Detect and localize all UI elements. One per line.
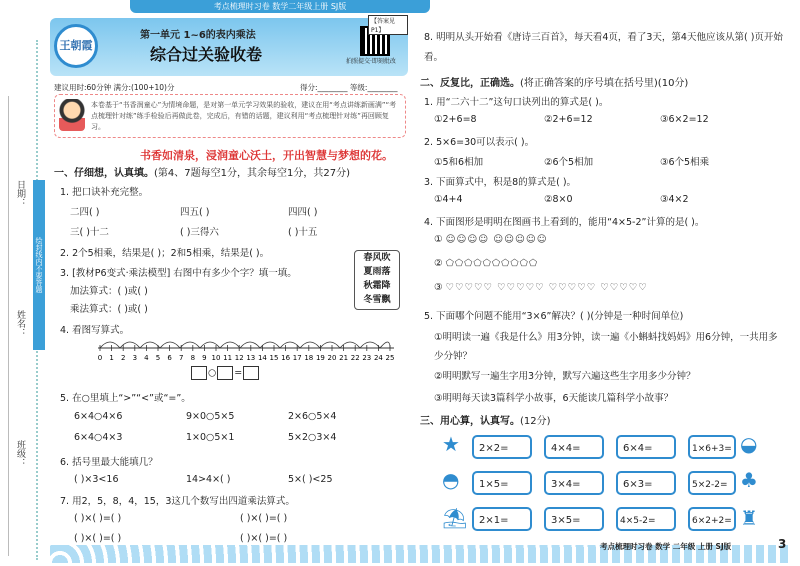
q5-item[interactable]: 9×0○5×5	[186, 411, 235, 422]
pentagon-icons: ⬠⬠⬠⬠⬠⬠⬠⬠⬠⬠	[445, 258, 539, 269]
q7-blank[interactable]: ( )×( )=( )	[74, 513, 122, 524]
name-label: 姓名：	[15, 310, 25, 337]
binding-warning: 绘封线内不要答题	[33, 180, 45, 350]
intro-note-text: 本卷基于“书香润童心”为情境命题，是对第一单元学习效果的验收，建议在用“考点讲练新画满”“考点梳理针对练”练手检验后再做此卷，完成后，有错的话题，建议利用“考点梳理针对练”再回顾复习。	[91, 101, 397, 131]
choice-question-4[interactable]: 4. 下面图形是明明在图画书上看到的，能用“4×5-2”计算的是( )。	[424, 217, 705, 228]
header-banner	[50, 18, 408, 76]
q5-item[interactable]: 1×0○5×1	[186, 432, 235, 443]
choice-question-5[interactable]: 5. 下面哪个问题不能用“3×6”解决？( )(分钟是一种时间单位)	[424, 311, 684, 322]
tick-label: 24	[373, 354, 383, 362]
option-number: ③	[434, 282, 443, 293]
calc-card[interactable]: 2×1=	[472, 507, 532, 531]
question-7: 7. 用2，5，8，4，15，3这几个数写出四道乘法算式。	[60, 496, 295, 507]
q6-item[interactable]: 5×( )<25	[288, 474, 333, 485]
section-2-heading: 二、反复比，正确选。	[420, 78, 520, 89]
calc-card[interactable]: 3×5=	[544, 507, 604, 531]
answer-reference: 【答案见P1】	[368, 15, 408, 35]
calc-card[interactable]: 1×5=	[472, 471, 532, 495]
tick-label: 6	[167, 354, 172, 362]
tick-label: 18	[304, 354, 314, 362]
question-6: 6. 括号里最大能填几？	[60, 457, 158, 468]
q1-blank-f[interactable]: ( )十五	[288, 227, 318, 238]
question-5: 5. 在○里填上“>”“<”或“=”。	[60, 393, 191, 404]
top-banner: 考点梳理时习卷 数学二年级上册 SJ版	[130, 0, 430, 13]
question-3: 3. [教材P6变式·乘法模型] 右图中有多少个字？填一填。	[60, 268, 297, 279]
tick-label: 10	[211, 354, 221, 362]
q5-item[interactable]: 5×2○3×4	[288, 432, 337, 443]
tick-label: 1	[109, 354, 114, 362]
poem-line: 夏雨落	[363, 267, 391, 277]
tick-label: 7	[178, 354, 184, 362]
q7-blank[interactable]: ( )×( )=( )	[74, 533, 122, 544]
section-1-title	[54, 164, 350, 179]
section-3-heading: 三、用心算，认真写。	[420, 416, 520, 427]
tick-label: 23	[362, 354, 372, 362]
calc-card[interactable]: 4×5-2=	[616, 507, 676, 531]
score-fields: 得分:________ 等级:________	[300, 83, 398, 92]
option[interactable]: ③6个5相乘	[660, 157, 710, 168]
answer-box[interactable]	[217, 366, 233, 380]
q6-item[interactable]: 14>4×( )	[186, 474, 231, 485]
section-2-title	[420, 74, 688, 89]
tick-label: 16	[281, 354, 291, 362]
option[interactable]: ③6×2=12	[660, 114, 709, 125]
tick-label: 25	[385, 354, 395, 362]
tick-label: 15	[269, 354, 279, 362]
q1-blank-a[interactable]: 二四( )	[70, 207, 100, 218]
calc-row	[420, 435, 792, 465]
q1-blank-c[interactable]: 四四( )	[288, 207, 318, 218]
option-number: ①	[434, 234, 443, 245]
option[interactable]: ①4+4	[434, 194, 463, 205]
smiley-icons: ☺☺☺☺ ☺☺☺☺☺	[445, 234, 548, 245]
slogan: 书香如清泉，浸润童心沃土，开出智慧与梦想的花。	[140, 149, 393, 162]
option[interactable]: ②明明默写一遍生字用3分钟，默写六遍这些生字用多少分钟？	[434, 371, 696, 382]
q7-blank[interactable]: ( )×( )=( )	[240, 513, 288, 524]
left-page	[50, 12, 408, 562]
option[interactable]: ①5和6相加	[434, 157, 484, 168]
section-3-note: (12分)	[520, 416, 551, 427]
poem-card	[354, 250, 400, 310]
q1-blank-d[interactable]: 三( )十二	[70, 227, 109, 238]
tick-label: 9	[202, 354, 207, 362]
q6-item[interactable]: ( )×3<16	[74, 474, 119, 485]
footer-text: 考点梳理时习卷 数学 二年级 上册 SJ版	[600, 542, 732, 551]
sand-bucket-icon: ⛱	[442, 506, 468, 530]
q3-addition[interactable]: 加法算式：( )或( )	[70, 286, 148, 297]
option[interactable]: ①2+6=8	[434, 114, 477, 125]
island-icon: ◓	[442, 468, 460, 492]
q1-blank-e[interactable]: ( )三得六	[180, 227, 219, 238]
option[interactable]: ③4×2	[660, 194, 689, 205]
calc-card[interactable]: 6×3=	[616, 471, 676, 495]
question-4: 4. 看图写算式。	[60, 325, 130, 336]
option[interactable]: ③明明每天读3篇科学小故事，6天能读几篇科学小故事？	[434, 393, 674, 404]
unit-title: 第一单元 1~6的表内乘法	[140, 30, 256, 41]
q5-item[interactable]: 2×6○5×4	[288, 411, 337, 422]
tick-label: 4	[144, 354, 149, 362]
tick-label: 20	[327, 354, 337, 362]
calc-card[interactable]: 2×2=	[472, 435, 532, 459]
answer-box[interactable]	[191, 366, 207, 380]
question-2[interactable]: 2. 2个5相乘，结果是( )；2和5相乘，结果是( )。	[60, 248, 270, 259]
calc-card[interactable]: 1×6+3=	[688, 435, 736, 459]
calc-row	[420, 507, 792, 537]
intro-note	[54, 94, 406, 138]
page-title: 综合过关验收卷	[150, 45, 263, 64]
choice-question-3[interactable]: 3. 下面算式中，积是8的算式是( )。	[424, 177, 577, 188]
calc-card[interactable]: 5×2-2=	[688, 471, 736, 495]
number-line	[96, 334, 396, 362]
starfish-icon: ★	[442, 432, 460, 456]
tick-label: 11	[223, 354, 233, 362]
q7-blank[interactable]: ( )×( )=( )	[240, 533, 288, 544]
tick-label: 5	[155, 354, 161, 362]
option-number: ②	[434, 258, 443, 269]
question-8[interactable]: 8. 明明从头开始看《唐诗三百首》，每天看4页，看了3天，第4天他应该从第( )页开始看。	[424, 32, 783, 63]
calc-card[interactable]: 6×2+2=	[688, 507, 736, 531]
heart-icons: ♡♡♡♡♡ ♡♡♡♡♡ ♡♡♡♡♡ ♡♡♡♡♡	[445, 282, 648, 293]
section-3-title	[420, 412, 551, 427]
date-label: 日期：	[15, 180, 25, 207]
poem-line: 秋霜降	[363, 281, 391, 291]
q5-item[interactable]: 6×4○4×3	[74, 432, 123, 443]
palm-tree-icon: ♣	[740, 468, 758, 492]
tick-label: 12	[234, 354, 244, 362]
tick-label: 22	[350, 354, 360, 362]
calc-card[interactable]: 6×4=	[616, 435, 676, 459]
section-2-note: (将正确答案的序号填在括号里)(10分)	[520, 78, 689, 89]
tick-label: 8	[190, 354, 196, 362]
calc-row	[420, 471, 792, 501]
choice-question-2[interactable]: 2. 5×6=30可以表示( )。	[424, 137, 535, 148]
tick-label: 21	[339, 354, 349, 362]
tick-label: 3	[132, 354, 138, 362]
page-number: 3	[778, 537, 787, 551]
option[interactable]: ①明明读一遍《我是什么》用3分钟，读一遍《小蝌蚪找妈妈》用6分钟，一共用多少分钟？	[434, 332, 778, 362]
tick-label: 14	[257, 354, 267, 362]
calc-card[interactable]: 4×4=	[544, 435, 604, 459]
girl-reading-icon	[59, 99, 85, 131]
calc-card[interactable]: 3×4=	[544, 471, 604, 495]
question-1: 1. 把口诀补充完整。	[60, 187, 149, 198]
q3-multiplication[interactable]: 乘法算式：( )或( )	[70, 304, 148, 315]
answer-box[interactable]	[243, 366, 259, 380]
right-page	[420, 12, 792, 562]
tick-label: 19	[315, 354, 325, 362]
tick-label: 17	[292, 354, 302, 362]
option-pentagons[interactable]	[434, 258, 538, 269]
q4-answer-boxes[interactable]: ○ =	[190, 366, 260, 380]
q5-item[interactable]: 6×4○4×6	[74, 411, 123, 422]
option[interactable]: ②6个5相加	[544, 157, 594, 168]
time-score-info: 建议用时:60分钟 满分:(100+10)分	[54, 83, 175, 92]
sandcastle-icon: ♜	[740, 506, 758, 530]
section-1-heading: 一、仔细想，认真填。	[54, 168, 154, 179]
option[interactable]: ②8×0	[544, 194, 573, 205]
option-hearts[interactable]	[434, 282, 648, 293]
qr-caption: 拍照提交·即刻批改	[346, 58, 396, 65]
section-1-note: (第4、7题每空1分，其余每空1分，共27分)	[154, 168, 350, 179]
option[interactable]: ②2+6=12	[544, 114, 593, 125]
poem-line: 冬雪飘	[363, 295, 391, 305]
option-smiley-faces[interactable]	[434, 234, 548, 245]
q1-blank-b[interactable]: 四五( )	[180, 207, 210, 218]
class-label: 班级：	[15, 440, 25, 467]
tick-label: 13	[246, 354, 256, 362]
jump-arcs	[100, 342, 390, 348]
tick-label: 2	[120, 354, 126, 362]
tick-label: 0	[97, 354, 103, 362]
shell-icon: ◒	[740, 432, 758, 456]
choice-question-1[interactable]: 1. 用“二六十二”这句口诀列出的算式是( )。	[424, 97, 609, 108]
logo: 王朝霞	[54, 24, 98, 68]
poem-line: 春风吹	[363, 253, 391, 263]
